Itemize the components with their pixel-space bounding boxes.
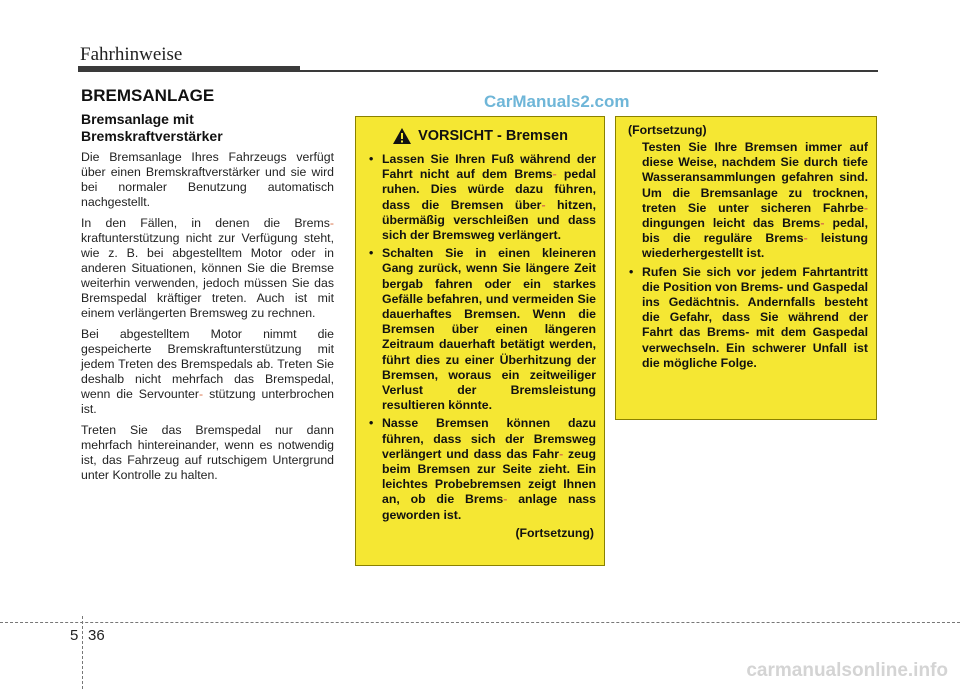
hyphen: - [803,231,808,246]
hyphen: - [552,167,557,182]
continuation-paragraph [624,140,868,262]
caution-item-3-a: Nasse Bremsen können dazu führen, dass sich der Bremsweg verlängert und dass das Fahr [382,416,596,461]
caution-item-3-b: zeug beim Bremsen zur Seite zieht. Ein leichtes Probebremsen zeigt Ihnen an, ob die Brems [382,446,597,507]
body-p3-part-a: Bei abgestelltem Motor nimmt die gespeicherte Bremskraftunterstützung mit jedem Treten des Bremspedals ab. Treten Sie deshalb nicht mehrfach das Bremspedal, wenn die Servounter [81,327,334,401]
caution-box [355,116,605,566]
body-paragraph-2 [81,216,334,321]
header-rule [300,70,878,72]
hyphen: - [559,446,564,461]
footer-rule [0,622,960,623]
continuation-p1-d: leistung wiederhergestellt ist. [642,231,868,261]
caution-title: VORSICHT - Bremsen [418,128,568,144]
body-text [81,150,334,489]
body-p2-part-b: kraftunterstützung nicht zur Verfügung steht, wie z. B. bei abgestelltem Motor oder in anderen Situationen, können Sie die Bremse weiterhin verwenden, jedoch müssen Sie das Bremspedal kräftiger treten. Auch ist mit einem verlängerten Bremsweg zu rechnen. [81,231,334,320]
body-paragraph-4: Treten Sie das Bremspedal nur dann mehrfach hintereinander, wenn es notwendig ist, das Fahrzeug auf rutschigem Untergrund unter Kontrolle zu halten. [81,423,334,482]
continuation-item: • Rufen Sie sich vor jedem Fahrtantritt die Position von Brems- und Gaspedal ins Gedächtnis. Andernfalls besteht die Gefahr, dass Sie während der Fahrt das Brems- mit dem Gaspedal verwechseln. Ein schwerer Unfall ist die mögliche Folge. [624,265,868,371]
footer-divider [82,616,83,689]
continuation-p1-c: pedal, bis die reguläre Brems [642,216,868,246]
hyphen: - [820,216,825,231]
caution-item-1-b: pedal ruhen. Dies würde dazu führen, dass die Bremsen über [382,167,597,212]
hyphen: - [198,387,204,401]
body-p3-part-b: stützung unterbrochen ist. [81,387,335,416]
caution-continued: (Fortsetzung) [515,525,594,540]
body-p2-part-a: In den Fällen, in denen die Brems [81,216,330,230]
caution-item-1-c: hitzen, übermäßig verschleißen und dass sich der Bremsweg verlängert. [382,197,596,243]
section-subtitle: Bremsanlage mit Bremskraftverstärker [81,111,223,144]
hyphen: - [329,216,334,230]
caution-item-1-a: Lassen Sie Ihren Fuß während der Fahrt nicht auf dem Brems [382,152,596,182]
continuation-label: (Fortsetzung) [628,123,707,137]
hyphen: - [863,200,868,215]
page-number: 36 [88,627,105,644]
page-header-title: Fahrhinweise [80,44,183,65]
page-section-number: 5 [70,627,79,644]
continuation-p1-a: Testen Sie Ihre Bremsen immer auf diese Weise, nachdem Sie durch tiefe Wasseransammlungen gefahren sind. Um die Bremsanlage zu trocknen, treten Sie unter sicheren Fahrbe [642,140,868,215]
hyphen: - [503,492,508,507]
warning-triangle-icon [392,127,412,145]
continuation-list [624,265,868,371]
caution-item-3-c: anlage nass geworden ist. [382,492,596,522]
watermark-top: CarManuals2.com [484,92,630,111]
hyphen: - [541,197,546,212]
caution-item [364,152,596,243]
caution-item [364,416,596,522]
section-title: BREMSANLAGE [81,86,215,105]
caution-item: • Schalten Sie in einen kleineren Gang zurück, wenn Sie längere Zeit bergab fahren oder ein starkes Gefälle befahren, und vermeiden Sie dauerhaftes Bremsen. Wenn die Bremsen über einen längeren Zeitraum dauerhaft betätigt werden, führt dies zu einer Überhitzung der Bremsen, woraus ein zeitweiliger Verlust der Bremsleistung resultieren könnte. [364,246,596,413]
caution-list [364,152,596,523]
body-paragraph-3 [81,327,334,417]
body-paragraph-1: Die Bremsanlage Ihres Fahrzeugs verfügt über einen Bremskraftverstärker und sie wird bei normaler Benutzung automatisch nachgestellt. [81,150,334,209]
caution-continuation-box [615,116,877,420]
continuation-p1-b: dingungen leicht das Brems [642,216,821,231]
watermark-bottom: carmanualsonline.info [746,660,948,681]
caution-header [364,127,596,145]
header-bar [78,66,300,72]
